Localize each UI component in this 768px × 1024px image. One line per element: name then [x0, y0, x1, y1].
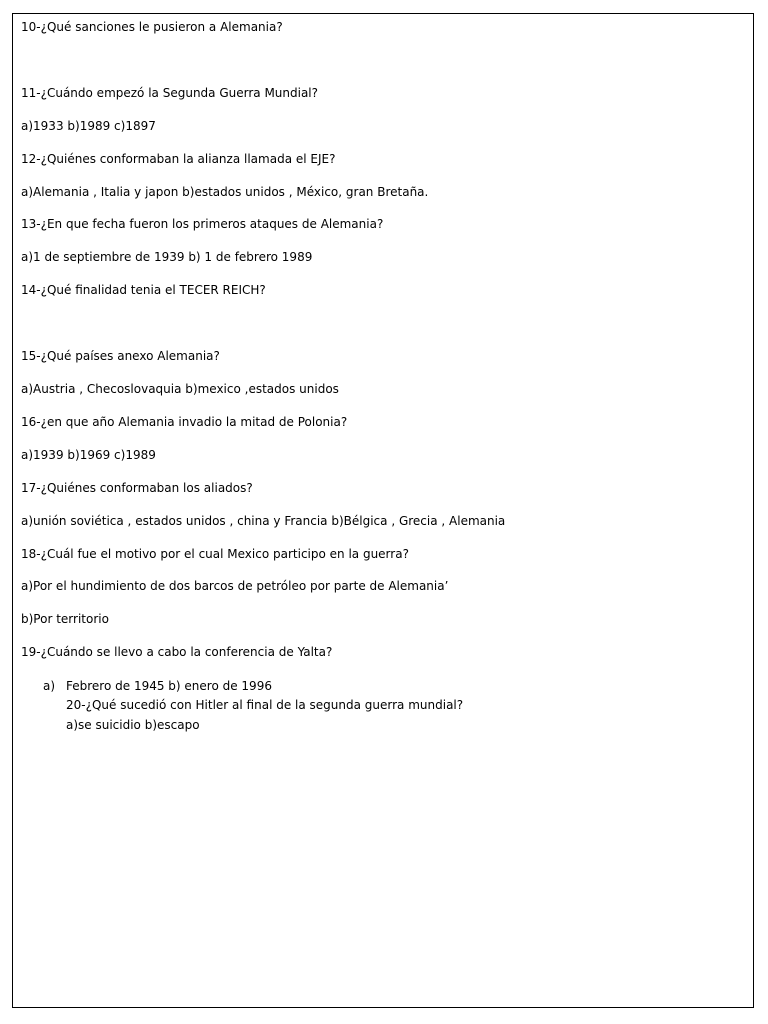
list-marker: a) [43, 679, 56, 693]
answer-17: a)unión soviética , estados unidos , china y Francia b)Bélgica , Grecia , Alemania [21, 514, 506, 528]
question-10: 10-¿Qué sanciones le pusieron a Alemania? [21, 20, 283, 34]
question-15: 15-¿Qué países anexo Alemania? [21, 349, 220, 363]
answer-16: a)1939 b)1969 c)1989 [21, 448, 156, 462]
answer-20: a)se suicidio b)escapo [66, 718, 200, 732]
question-13: 13-¿En que fecha fueron los primeros ataques de Alemania? [21, 217, 384, 231]
answer-12: a)Alemania , Italia y japon b)estados unidos , México, gran Bretaña. [21, 185, 429, 199]
answer-18-b: b)Por territorio [21, 612, 109, 626]
answer-13: a)1 de septiembre de 1939 b) 1 de febrero 1989 [21, 250, 313, 264]
question-19: 19-¿Cuándo se llevo a cabo la conferencia de Yalta? [21, 645, 333, 659]
question-11: 11-¿Cuándo empezó la Segunda Guerra Mundial? [21, 86, 319, 100]
answer-19: Febrero de 1945 b) enero de 1996 [66, 679, 272, 693]
question-17: 17-¿Quiénes conformaban los aliados? [21, 481, 253, 495]
answer-11: a)1933 b)1989 c)1897 [21, 119, 156, 133]
question-12: 12-¿Quiénes conformaban la alianza llamada el EJE? [21, 152, 336, 166]
question-14: 14-¿Qué finalidad tenia el TECER REICH? [21, 283, 266, 297]
answer-15: a)Austria , Checoslovaquia b)mexico ,estados unidos [21, 382, 339, 396]
question-20: 20-¿Qué sucedió con Hitler al final de la segunda guerra mundial? [66, 698, 464, 712]
question-16: 16-¿en que año Alemania invadio la mitad de Polonia? [21, 415, 348, 429]
answer-18-a: a)Por el hundimiento de dos barcos de petróleo por parte de Alemania’ [21, 579, 449, 593]
question-18: 18-¿Cuál fue el motivo por el cual Mexico participo en la guerra? [21, 547, 409, 561]
